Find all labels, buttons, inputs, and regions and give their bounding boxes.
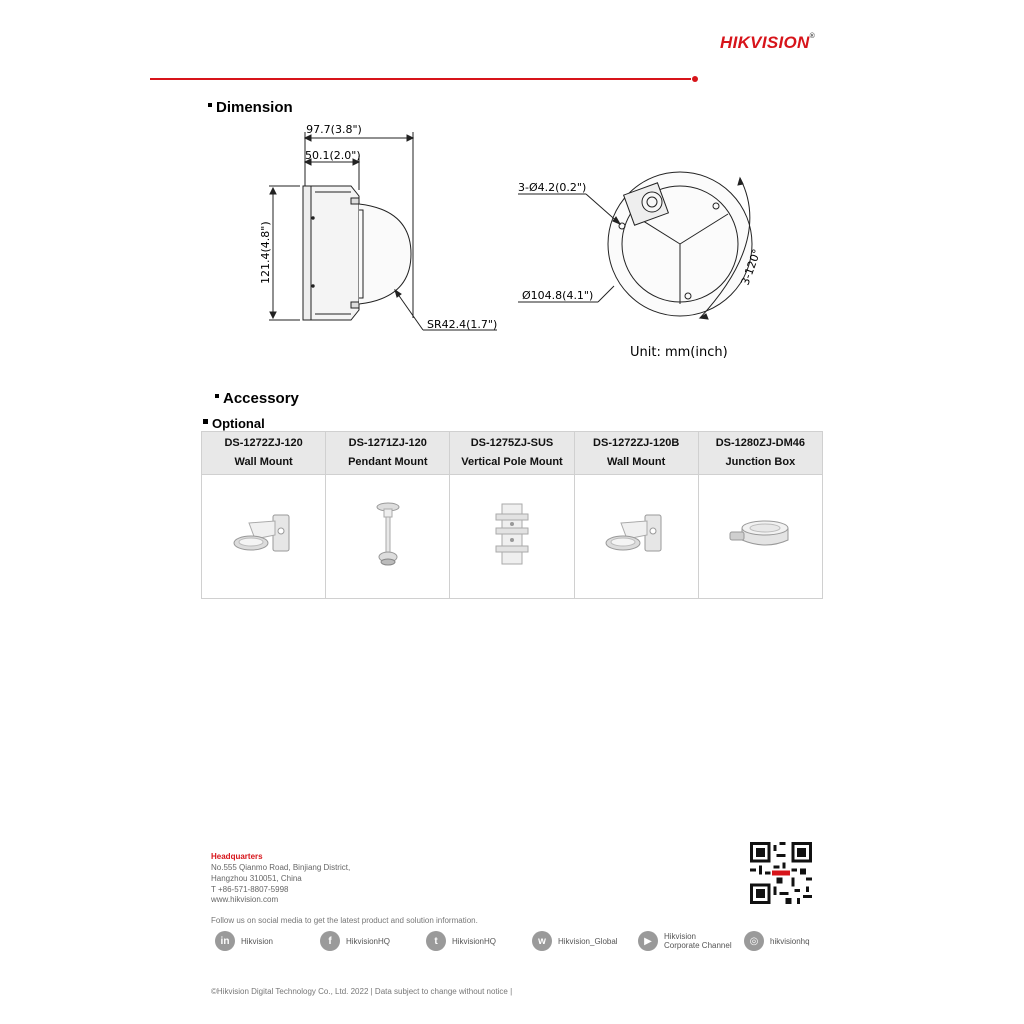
accessory-image-cell [574, 475, 698, 599]
dome-radius-label: SR42.4(1.7") [427, 318, 498, 331]
accessory-type: Wall Mount [607, 456, 666, 468]
accessory-header-cell [698, 432, 822, 475]
social-linkedin[interactable] [215, 930, 273, 952]
accessory-image-cell [202, 475, 326, 599]
accessory-model: DS-1280ZJ-DM46 [715, 437, 805, 449]
accessory-heading: Accessory [215, 390, 299, 407]
overall-depth-label: 97.7(3.8") [306, 123, 362, 136]
wechat-icon: w [532, 931, 552, 951]
diameter-label: Ø104.8(4.1") [522, 289, 594, 302]
accessory-type: Vertical Pole Mount [461, 456, 563, 468]
bottom-view-drawing [510, 168, 780, 368]
wall-mount-icon [601, 509, 671, 559]
address-phone: T +86-571-8807-5998 [211, 885, 289, 894]
social-wechat[interactable] [532, 930, 618, 952]
address-line: Hangzhou 310051, China [211, 874, 302, 883]
accessory-image-cell [450, 475, 574, 599]
header-divider [150, 78, 691, 80]
linkedin-icon: in [215, 931, 235, 951]
social-handle: hikvisionhq [770, 936, 810, 946]
angle-label: 3-120° [738, 247, 764, 288]
accessory-model: DS-1272ZJ-120 [224, 437, 303, 449]
hq-title: Headquarters [211, 852, 263, 861]
address-line: No.555 Qianmo Road, Binjiang District, [211, 863, 351, 872]
twitter-icon: t [426, 931, 446, 951]
accessory-image-cell [326, 475, 450, 599]
side-view-drawing [255, 118, 515, 343]
social-youtube[interactable] [638, 930, 732, 952]
qr-code [750, 842, 812, 904]
social-handle: Hikvision_Global [558, 936, 618, 946]
base-depth-label: 50.1(2.0") [305, 149, 361, 162]
instagram-icon: ◎ [744, 931, 764, 951]
dimension-heading: Dimension [208, 99, 293, 116]
accessory-type: Wall Mount [234, 456, 293, 468]
accessory-model: DS-1271ZJ-120 [348, 437, 427, 449]
unit-label: Unit: mm(inch) [630, 345, 728, 360]
accessory-header-cell [450, 432, 574, 475]
copyright-text: ©Hikvision Digital Technology Co., Ltd. 2022 | Data subject to change without notice | [211, 987, 513, 996]
accessory-header-cell [202, 432, 326, 475]
height-label: 121.4(4.8") [259, 221, 272, 284]
social-handle: Hikvision [241, 936, 274, 946]
social-twitter[interactable] [426, 930, 496, 952]
pole-mount-icon [492, 502, 532, 566]
accessory-table [201, 431, 823, 599]
accessory-type: Junction Box [725, 456, 796, 468]
social-instagram[interactable] [744, 930, 810, 952]
pendant-mount-icon [368, 501, 408, 567]
accessory-model: DS-1272ZJ-120B [593, 437, 680, 449]
social-handle: Hikvision [664, 932, 697, 941]
wall-mount-icon [229, 509, 299, 559]
junction-box-icon [728, 514, 792, 554]
follow-text: Follow us on social media to get the latest product and solution information. [211, 916, 478, 925]
accessory-header-cell [574, 432, 698, 475]
header-divider-dot [692, 76, 698, 82]
facebook-icon: f [320, 931, 340, 951]
holes-label: 3-Ø4.2(0.2") [518, 181, 587, 194]
accessory-model: DS-1275ZJ-SUS [470, 437, 554, 449]
accessory-image-cell [698, 475, 822, 599]
website-link[interactable]: www.hikvision.com [211, 895, 279, 904]
accessory-header-cell [326, 432, 450, 475]
youtube-icon: ▶ [638, 931, 658, 951]
accessory-type: Pendant Mount [348, 456, 428, 468]
social-handle: HikvisionHQ [346, 936, 391, 946]
brand-logo: HIKVISION® [720, 33, 816, 52]
social-handle: HikvisionHQ [452, 936, 497, 946]
social-facebook[interactable] [320, 930, 390, 952]
social-handle-sub: Corporate Channel [664, 941, 732, 950]
optional-subheading: Optional [203, 416, 265, 431]
